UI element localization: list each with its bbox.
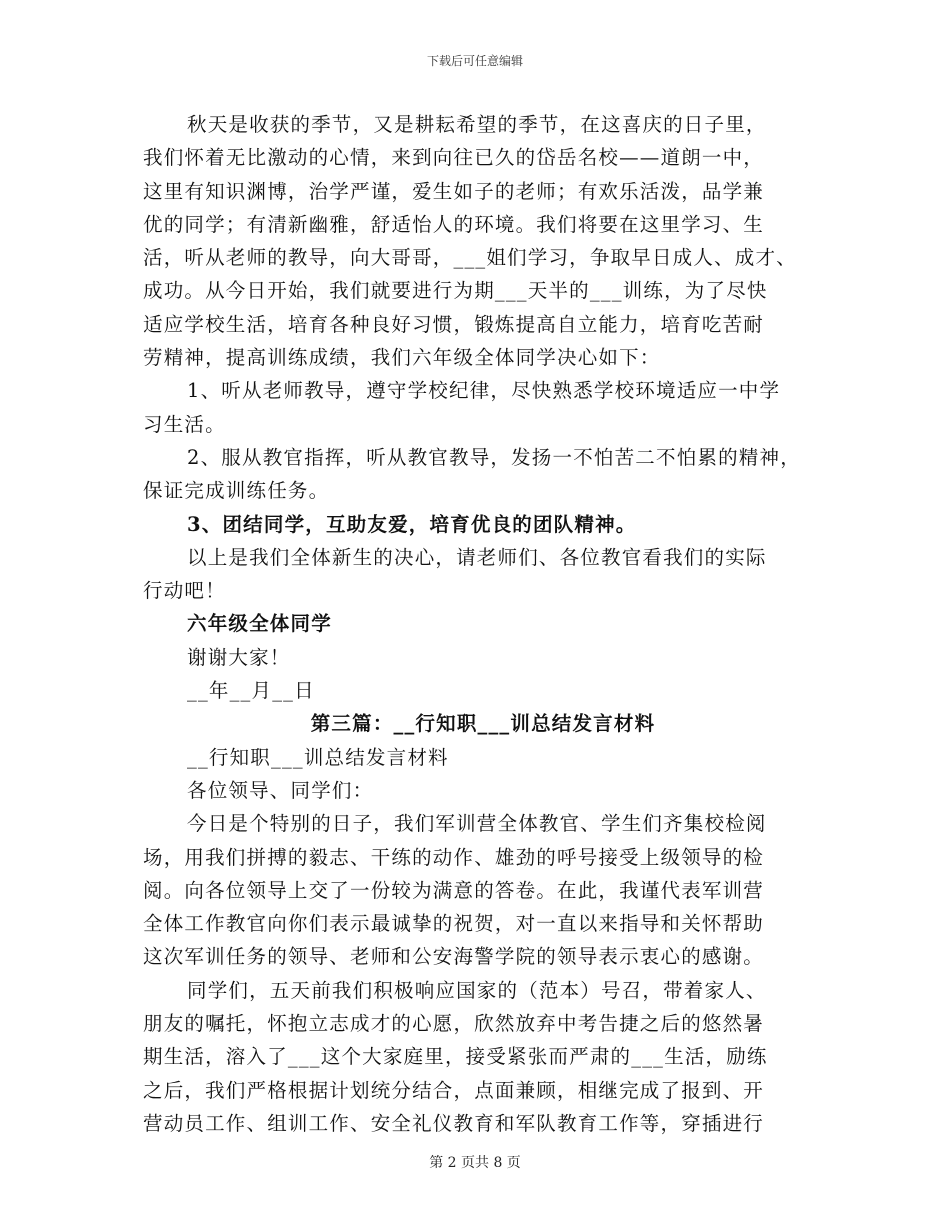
text-line: 保证完成训练任务。 bbox=[143, 479, 330, 503]
text-line: __行知职___训总结发言材料 bbox=[187, 745, 449, 769]
text-line: 活，听从老师的教导，向大哥哥，___姐们学习，争取早日成人、成才、 bbox=[143, 246, 797, 270]
page-header: 下载后可任意编辑 bbox=[426, 54, 523, 68]
text-line: 这次军训任务的领导、老师和公安海警学院的领导表示衷心的感谢。 bbox=[143, 945, 765, 969]
text-line: 今日是个特别的日子，我们军训营全体教官、学生们齐集校检阅 bbox=[187, 812, 767, 836]
text-line: 秋天是收获的季节，又是耕耘希望的季节，在这喜庆的日子里， bbox=[187, 113, 767, 136]
text-line: 谢谢大家！ bbox=[187, 645, 291, 669]
text-line: 1、听从老师教导，遵守学校纪律，尽快熟悉学校环境适应一中学 bbox=[187, 379, 781, 403]
text-line: 行动吧！ bbox=[143, 579, 226, 603]
text-line: 适应学校生活，培育各种良好习惯，锻炼提高自立能力，培育吃苦耐 bbox=[143, 312, 765, 336]
text-line: 阅。向各位领导上交了一份较为满意的答卷。在此，我谨代表军训营 bbox=[143, 878, 765, 902]
document-body bbox=[143, 108, 823, 1140]
section-heading: 第三篇：__行知职___训总结发言材料 bbox=[310, 712, 656, 736]
text-line: 各位领导、同学们： bbox=[187, 778, 374, 802]
text-line: 这里有知识渊博，治学严谨，爱生如子的老师；有欢乐活泼，品学兼 bbox=[143, 179, 765, 203]
text-line: __年__月__日 bbox=[187, 679, 315, 703]
text-line: 朋友的嘱托，怀抱立志成才的心愿，欣然放弃中考告捷之后的悠然暑 bbox=[143, 1012, 765, 1036]
text-line: 3、团结同学，互助友爱，培育优良的团队精神。 bbox=[187, 512, 637, 536]
text-line: 之后，我们严格根据计划统分结合，点面兼顾，相继完成了报到、开 bbox=[143, 1078, 765, 1102]
text-line: 全体工作教官向你们表示最诚挚的祝贺，对一直以来指导和关怀帮助 bbox=[143, 912, 765, 936]
text-line: 习生活。 bbox=[143, 412, 226, 436]
text-line: 营动员工作、组训工作、安全礼仪教育和军队教育工作等，穿插进行 bbox=[143, 1111, 765, 1135]
text-line: 六年级全体同学 bbox=[187, 612, 332, 636]
text-line: 以上是我们全体新生的决心，请老师们、各位教官看我们的实际 bbox=[187, 545, 767, 569]
text-line: 期生活，溶入了___这个大家庭里，接受紧张而严肃的___生活，励练 bbox=[143, 1045, 768, 1069]
text-line: 劳精神，提高训练成绩，我们六年级全体同学决心如下： bbox=[143, 346, 661, 370]
text-line: 优的同学；有清新幽雅，舒适怡人的环境。我们将要在这里学习、生 bbox=[143, 212, 765, 236]
text-line: 同学们，五天前我们积极响应国家的（范本）号召，带着家人、 bbox=[187, 978, 767, 1002]
text-line: 场，用我们拼搏的毅志、干练的动作、雄劲的呼号接受上级领导的检 bbox=[143, 845, 765, 869]
page-footer: 第 2 页共 8 页 bbox=[429, 1155, 521, 1171]
text-line: 2、服从教官指挥，听从教官教导，发扬一不怕苦二不怕累的精神， bbox=[187, 445, 801, 469]
text-line: 我们怀着无比激动的心情，来到向往已久的岱岳名校——道朗一中， bbox=[143, 146, 765, 170]
text-line: 成功。从今日开始，我们就要进行为期___天半的___训练，为了尽快 bbox=[143, 279, 768, 303]
